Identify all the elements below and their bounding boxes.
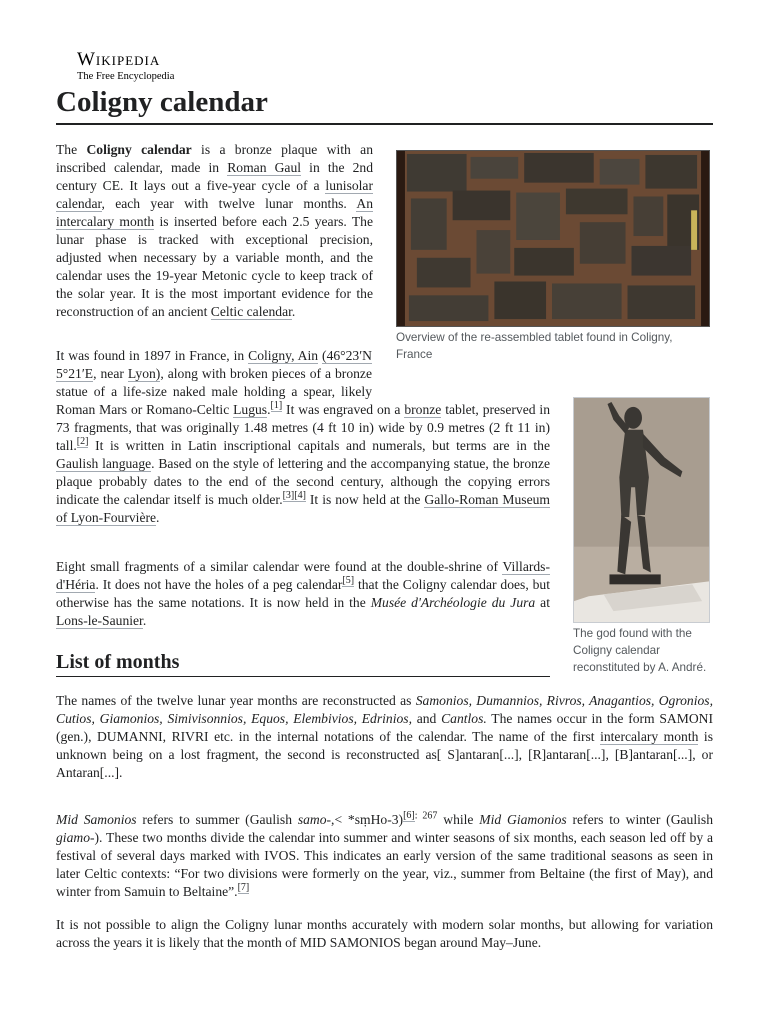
link-gallo-roman-museum[interactable]: Gallo-Roman Museum of Lyon-Fourvière [56,492,550,525]
link-an[interactable]: An [356,196,373,211]
villards-paragraph: Eight small fragments of a similar calendar were found at the double-shrine of Villards-d'Héria. It does not have the holes of a peg calendar[5] that the Coligny calendar does, but otherwise has the same notations. It is now held in the Musée d'Archéologie du Jura at Lons-le-Saunier. [56,559,550,628]
link-lyon[interactable]: Lyon) [127,366,161,381]
discovery-paragraph: It was found in 1897 in France, in Coligny, Ain (46°23′N 5°21′E, near Lyon), along with broken pieces of a bronze statue of a life-size naked male holding a spear, likely Roman Mars or Romano-Celtic Lugus.[1] It was engraved on a bronze tablet, preserved in 73 fragments, that was originally 1.48 metres (4 ft 10 in) wide by 0.9 metres (2 ft 11 in) tall.[2] It is written in Latin inscriptional capitals and numerals, but terms are in the Gaulish language. Based on the style of lettering and the accompanying statue, the bronze plaque probably dates to the end of the second century, although the copying errors indicate the calendar itself is much older.[3][4] It is now held at the Gallo-Roman Museum of Lyon-Fourvière. [56,348,550,525]
link-lons-le-saunier[interactable]: Lons-le-Saunier [56,613,143,628]
ref-7[interactable]: [7] [237,882,250,894]
figure-statue-caption: The god found with the Coligny calendar reconstituted by A. André. [573,627,707,674]
link-lugus[interactable]: Lugus [233,402,268,417]
figure-tablet-caption: Overview of the re-assembled tablet found in Coligny, France [396,331,673,361]
link-coligny-ain[interactable]: Coligny, Ain [248,348,319,363]
wikipedia-logo[interactable] [77,50,174,83]
logo-wordmark: Wikipedia [77,49,161,70]
link-coordinates[interactable]: (46°23′N 5°21′E [56,348,372,381]
link-intercalary-month-2[interactable]: intercalary month [600,729,699,744]
ref-5[interactable]: [5] [342,575,355,587]
link-roman-gaul[interactable]: Roman Gaul [227,160,302,175]
ref-2[interactable]: [2] [76,436,89,448]
section-heading-list-of-months: List of months [56,648,550,677]
statue-image[interactable] [573,397,710,623]
ref-6[interactable]: [6]: 267 [403,810,438,822]
italic-giamo: giamo- [56,830,95,845]
italic-mid-giamonios: Mid Giamonios [479,812,567,827]
tablet-image[interactable] [396,150,710,327]
italic-museum: Musée d'Archéologie du Jura [370,595,536,610]
italic-cantlos: Cantlos. [441,711,487,726]
ref-3-4[interactable]: [3][4] [282,490,306,502]
ref-1[interactable]: [1] [270,400,283,412]
link-villards-dheria[interactable]: Villards-d'Héria [56,559,550,592]
logo-tagline: The Free Encyclopedia [77,71,175,82]
intro-paragraph: The Coligny calendar is a bronze plaque with an inscribed calendar, made in Roman Gaul in the 2nd century CE. It lays out a five-year cycle of a lunisolar calendar, each year with twelve lunar months. An intercalary month is inserted before each 2.5 years. The lunar phase is tracked with exceptional precision, adjusted when necessary by a variable month, and the calendar uses the 19-year Metonic cycle to keep track of the solar year. It is the most important evidence for the reconstruction of an ancient Celtic calendar. [56,142,373,319]
link-celtic-calendar[interactable]: Celtic calendar [210,304,292,319]
link-bronze[interactable]: bronze [404,402,442,417]
bold-term: Coligny calendar [86,142,192,157]
alignment-paragraph: It is not possible to align the Coligny lunar months accurately with modern solar months, but allowing for variation across the years it is likely that the month of MID SAMONIOS began around May–June. [56,917,713,950]
italic-month-names: Samonios, Dumannios, Rivros, Anagantios, Ogronios, Cutios, Giamonios, Simivisonnios, Equos, Elembivios, Edrinios, [56,693,713,726]
float-spacer [372,347,550,401]
figure-tablet [396,150,710,363]
link-lunisolar-calendar[interactable]: lunisolar calendar [56,178,373,211]
italic-mid-samonios: Mid Samonios [56,812,137,827]
months-paragraph: The names of the twelve lunar year months are reconstructed as Samonios, Dumannios, Rivros, Anagantios, Ogronios, Cutios, Giamonios, Simivisonnios, Equos, Elembivios, Edrinios, and Cantlos. The names occur in the form SAMONI (gen.), DUMANNI, RIVRI etc. in the internal notations of the calendar. The name of the first intercalary month is unknown being on a lost fragment, the second is reconstructed as[ S]antaran[...], [R]antaran[...], [B]antaran[...], or Antaran[...]. [56,693,713,780]
link-gaulish-language[interactable]: Gaulish language [56,456,152,471]
page-title: Coligny calendar [56,82,713,125]
italic-samo: samo- [297,812,332,827]
figure-statue [573,397,710,676]
seasons-paragraph: Mid Samonios refers to summer (Gaulish samo-,< *sṃHo-3)$^{[6]: 267}$ while Mid Giamonios refers to winter (Gaulish giamo-). These two months divide the calendar into summer and winter seasons of six months, each season led off by a festival of several days marked with IVOS. This indicates an early version of the same traditional seasons as seen in later Celtic contexts: “For two divisions were formerly on the year, viz., summer from Beltaine (the first of May), and winter from Samuin to Beltaine”.[7] [56,810,713,899]
link-intercalary-month[interactable]: intercalary month [56,214,155,229]
